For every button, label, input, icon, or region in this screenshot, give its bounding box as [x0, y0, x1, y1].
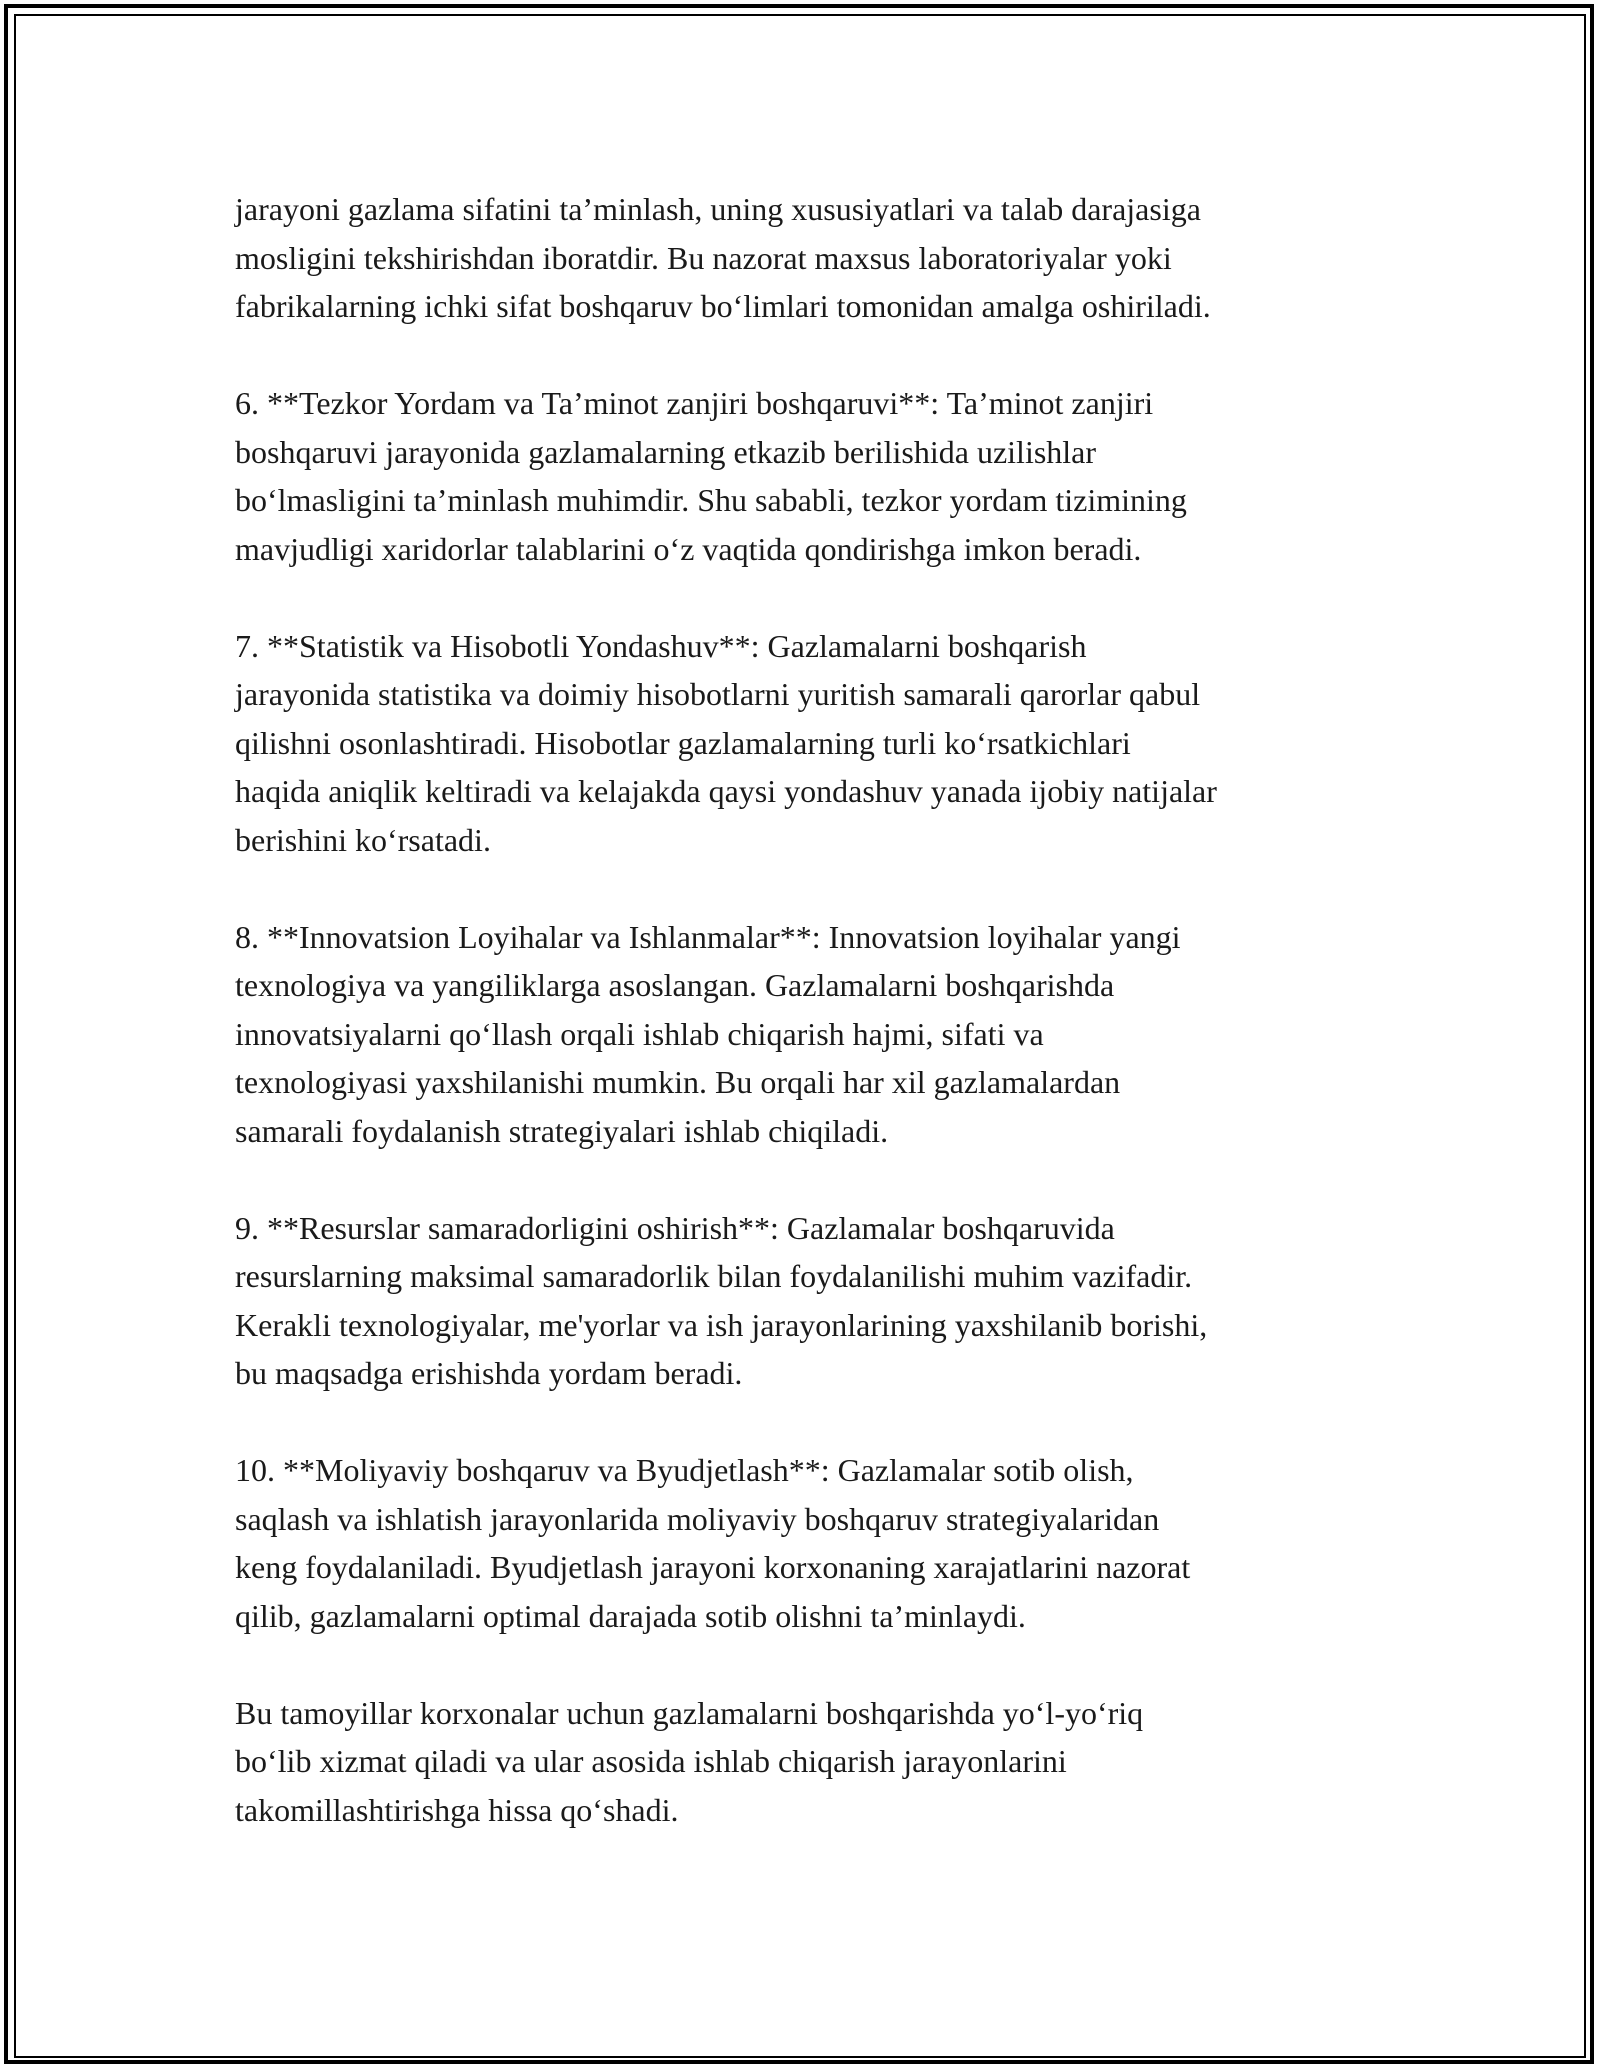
- paragraph-statistics: 7. **Statistik va Hisobotli Yondashuv**: Gazlamalarni boshqarish jarayonida statistika va doimiy hisobotlarni yuritish samarali qarorlar qabul qilishni osonlashtiradi. Hisobotlar gazlamalarning turli ko‘rsatkichlari haqida aniqlik keltiradi va kelajakda qaysi yondashuv yanada ijobiy natijalar berishini ko‘rsatadi.: [235, 627, 1217, 858]
- document-body: [235, 185, 1365, 1883]
- paragraph-quality-control: jarayoni gazlama sifatini ta’minlash, uning xususiyatlari va talab darajasiga mosligini tekshirishdan iboratdir. Bu nazorat maxsus laboratoriyalar yoki fabrikalarning ichki sifat boshqaruv bo‘limlari tomonidan amalga oshiriladi.: [235, 191, 1211, 324]
- paragraph-supply-chain: 6. **Tezkor Yordam va Ta’minot zanjiri boshqaruvi**: Ta’minot zanjiri boshqaruvi jarayonida gazlamalarning etkazib berilishida uzilishlar bo‘lmasligini ta’minlash muhimdir. Shu sababli, tezkor yordam tizimining mavjudligi xaridorlar talablarini o‘z vaqtida qondirishga imkon beradi.: [235, 385, 1187, 567]
- paragraph-innovation: 8. **Innovatsion Loyihalar va Ishlanmalar**: Innovatsion loyihalar yangi texnologiya va yangiliklarga asoslangan. Gazlamalarni boshqarishda innovatsiyalarni qo‘llash orqali ishlab chiqarish hajmi, sifati va texnologiyasi yaxshilanishi mumkin. Bu orqali har xil gazlamalardan samarali foydalanish strategiyalari ishlab chiqiladi.: [235, 918, 1181, 1149]
- paragraph-finance: 10. **Moliyaviy boshqaruv va Byudjetlash**: Gazlamalar sotib olish, saqlash va ishlatish jarayonlarida moliyaviy boshqaruv strategiyalaridan keng foydalaniladi. Byudjetlash jarayoni korxonaning xarajatlarini nazorat qilib, gazlamalarni optimal darajada sotib olishni ta’minlaydi.: [235, 1452, 1191, 1634]
- paragraph-resources: 9. **Resurslar samaradorligini oshirish**: Gazlamalar boshqaruvida resurslarning maksimal samaradorlik bilan foydalanilishi muhim vazifadir. Kerakli texnologiyalar, me'yorlar va ish jarayonlarining yaxshilanib borishi, bu maqsadga erishishda yordam beradi.: [235, 1209, 1208, 1391]
- paragraph-conclusion: Bu tamoyillar korxonalar uchun gazlamalarni boshqarishda yo‘l-yo‘riq bo‘lib xizmat qiladi va ular asosida ishlab chiqarish jarayonlarini takomillashtirishga hissa qo‘shadi.: [235, 1694, 1144, 1828]
